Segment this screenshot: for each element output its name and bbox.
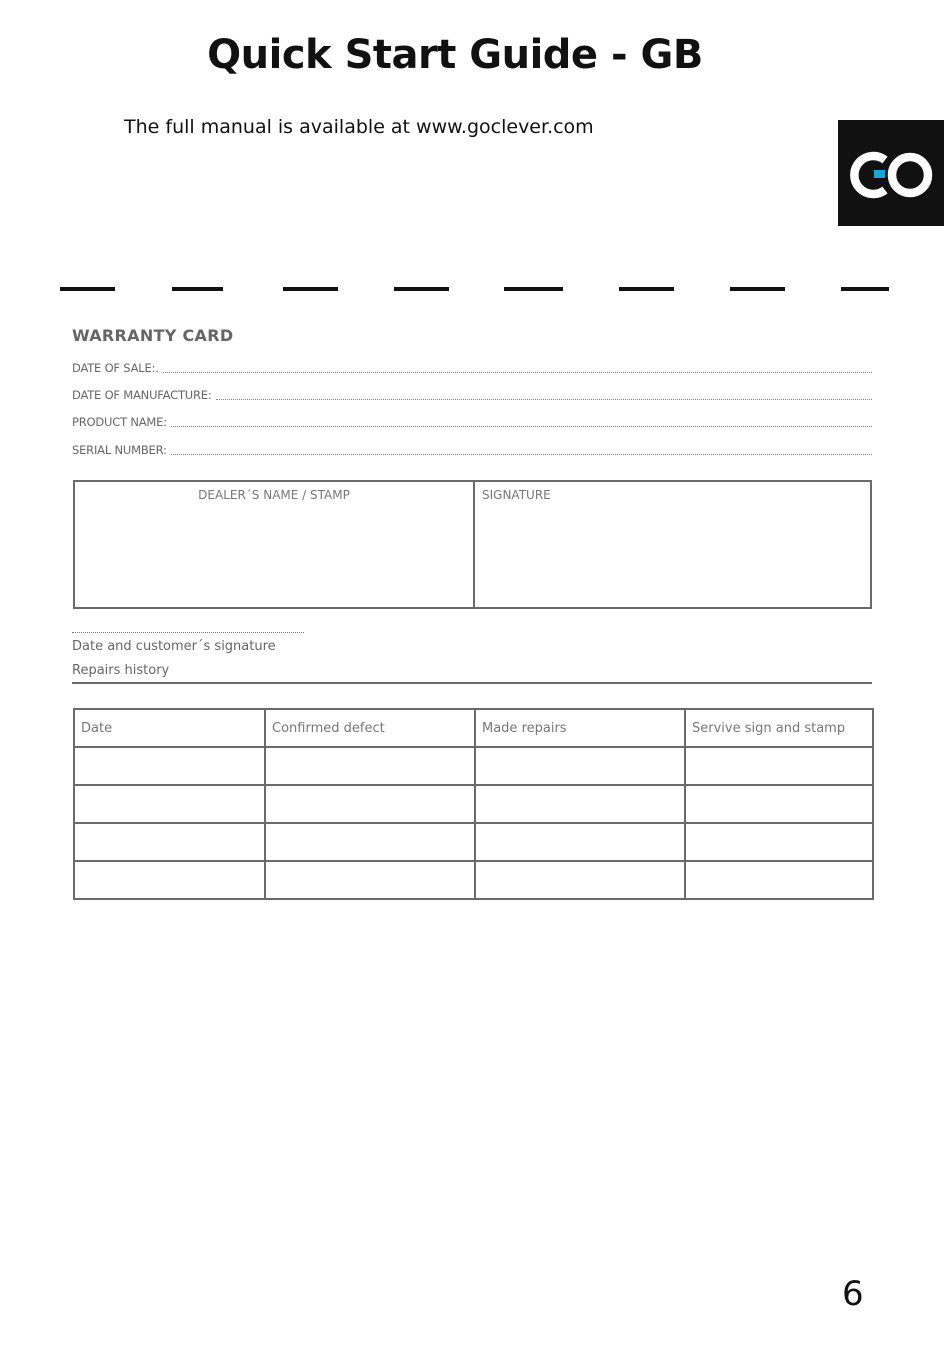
table-cell[interactable] xyxy=(74,823,265,861)
fill-in-line xyxy=(171,451,872,455)
table-header-row xyxy=(74,709,873,747)
table-cell[interactable] xyxy=(265,785,475,823)
page-title: Quick Start Guide - GB xyxy=(207,32,703,78)
table-cell[interactable] xyxy=(265,861,475,899)
table-cell[interactable] xyxy=(685,861,873,899)
field-label: DATE OF SALE:. xyxy=(72,361,159,375)
column-header-defect: Confirmed defect xyxy=(265,709,475,747)
table-cell[interactable] xyxy=(475,861,685,899)
customer-signature-label: Date and customer´s signature xyxy=(72,639,276,654)
field-label: DATE OF MANUFACTURE: xyxy=(72,388,212,402)
column-header-date: Date xyxy=(74,709,265,747)
go-logo-icon xyxy=(838,120,944,226)
repairs-table xyxy=(73,708,874,900)
table-row xyxy=(74,823,873,861)
fill-in-line xyxy=(163,369,872,373)
logo-accent-mark xyxy=(874,170,885,178)
product-name-field[interactable] xyxy=(72,413,872,429)
table-cell[interactable] xyxy=(685,785,873,823)
table-cell[interactable] xyxy=(74,785,265,823)
page-number: 6 xyxy=(842,1274,864,1314)
customer-signature-line[interactable] xyxy=(72,628,304,633)
column-header-repairs: Made repairs xyxy=(475,709,685,747)
fill-in-line xyxy=(216,396,872,400)
box-divider xyxy=(473,482,475,607)
table-cell[interactable] xyxy=(265,747,475,785)
table-cell[interactable] xyxy=(74,747,265,785)
goclever-logo xyxy=(838,120,944,226)
manual-availability-note: The full manual is available at www.goclever.com xyxy=(124,116,594,138)
warranty-card-heading: WARRANTY CARD xyxy=(72,326,234,345)
table-cell[interactable] xyxy=(475,785,685,823)
table-cell[interactable] xyxy=(685,823,873,861)
signature-label: SIGNATURE xyxy=(482,488,551,502)
table-cell[interactable] xyxy=(475,747,685,785)
field-label: SERIAL NUMBER: xyxy=(72,443,167,457)
table-row xyxy=(74,861,873,899)
dealer-stamp-label: DEALER´S NAME / STAMP xyxy=(198,488,350,502)
cut-line xyxy=(0,287,950,291)
field-label: PRODUCT NAME: xyxy=(72,415,167,429)
dealer-signature-box xyxy=(73,480,872,609)
repairs-history-label: Repairs history xyxy=(72,663,170,678)
repairs-divider xyxy=(72,682,872,684)
column-header-service-stamp: Servive sign and stamp xyxy=(685,709,873,747)
serial-number-field[interactable] xyxy=(72,441,872,457)
table-cell[interactable] xyxy=(74,861,265,899)
fill-in-line xyxy=(171,423,872,427)
table-row xyxy=(74,785,873,823)
date-of-sale-field[interactable] xyxy=(72,359,872,375)
table-row xyxy=(74,747,873,785)
table-cell[interactable] xyxy=(685,747,873,785)
table-cell[interactable] xyxy=(475,823,685,861)
date-of-manufacture-field[interactable] xyxy=(72,386,872,402)
table-cell[interactable] xyxy=(265,823,475,861)
